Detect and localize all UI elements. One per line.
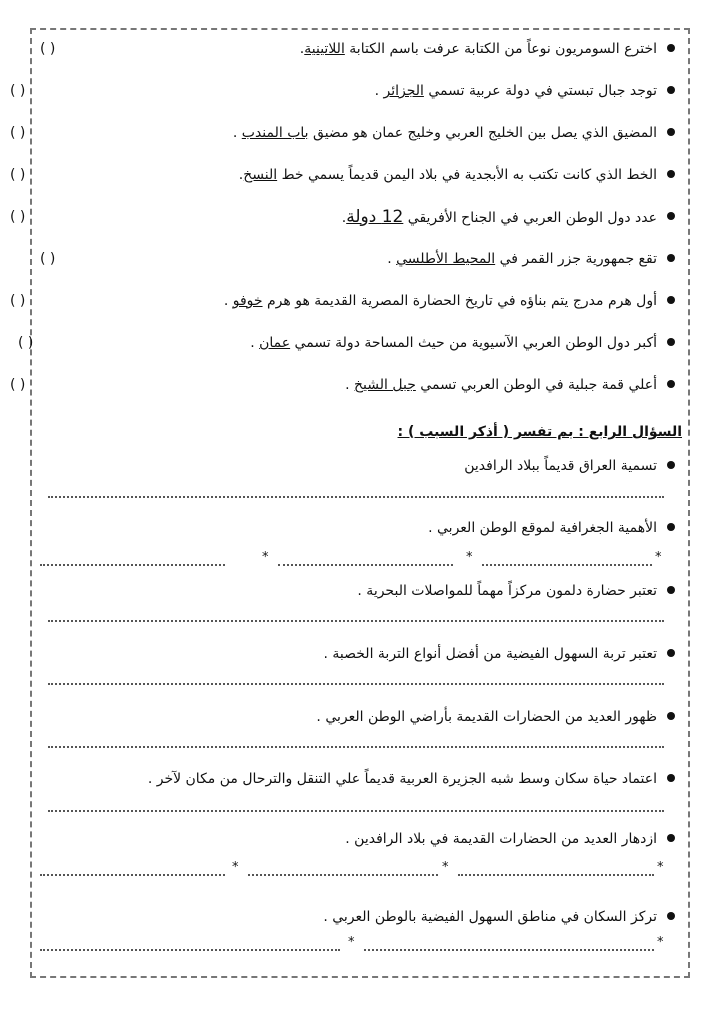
- statement-9: [10, 374, 675, 404]
- reason-text: تركز السكان في مناطق السهول الفيضية بالوطن العربي .: [323, 909, 657, 925]
- statement-3: [10, 122, 675, 152]
- answer-parentheses[interactable]: ( ): [40, 41, 56, 57]
- star-marker: *: [262, 550, 269, 565]
- answer-line-three-parts[interactable]: [40, 552, 670, 572]
- bullet-icon: [667, 461, 675, 469]
- statement-6: [40, 248, 675, 278]
- star-marker: *: [466, 550, 473, 565]
- reason-6: [40, 768, 675, 798]
- answer-line[interactable]: [48, 494, 664, 498]
- bullet-icon: [667, 212, 675, 220]
- reason-text: الأهمية الجغرافية لموقع الوطن العربي .: [428, 520, 657, 536]
- answer-parentheses[interactable]: ( ): [10, 125, 26, 141]
- statement-text: أكبر دول الوطن العربي الآسيوية من حيث المساحة دولة تسمي عمان .: [250, 335, 657, 351]
- star-marker: *: [657, 935, 664, 950]
- bullet-icon: [667, 296, 675, 304]
- star-marker: *: [442, 860, 449, 875]
- bullet-icon: [667, 170, 675, 178]
- answer-parentheses[interactable]: ( ): [10, 209, 26, 225]
- bullet-icon: [667, 44, 675, 52]
- statement-text: أول هرم مدرج يتم بناؤه في تاريخ الحضارة المصرية القديمة هو هرم خوفو .: [223, 293, 657, 309]
- answer-parentheses[interactable]: ( ): [40, 251, 56, 267]
- answer-line[interactable]: [48, 808, 664, 812]
- bullet-icon: [667, 834, 675, 842]
- statement-5: [10, 206, 675, 236]
- statement-1: [40, 38, 675, 68]
- reason-2: [40, 517, 675, 547]
- statement-text: المضيق الذي يصل بين الخليج العربي وخليج عمان هو مضيق باب المندب .: [232, 125, 657, 141]
- answer-parentheses[interactable]: ( ): [10, 377, 26, 393]
- bullet-icon: [667, 86, 675, 94]
- answer-line-two-parts[interactable]: [40, 937, 670, 957]
- answer-line[interactable]: [48, 681, 664, 685]
- statement-4: [10, 164, 675, 194]
- reason-text: ظهور العديد من الحضارات القديمة بأراضي الوطن العربي .: [316, 709, 657, 725]
- star-marker: *: [232, 860, 239, 875]
- statement-text: الخط الذي كانت تكتب به الأبجدية في بلاد اليمن قديماً يسمي خط النسخ.: [238, 167, 657, 183]
- star-marker: *: [348, 935, 355, 950]
- bullet-icon: [667, 912, 675, 920]
- bullet-icon: [667, 380, 675, 388]
- statement-7: [10, 290, 675, 320]
- answer-parentheses[interactable]: ( ): [10, 83, 26, 99]
- section-heading: السؤال الرابع : بم تفسر ( أذكر السبب ) :: [397, 424, 682, 440]
- bullet-icon: [667, 254, 675, 262]
- bullet-icon: [667, 649, 675, 657]
- reason-text: تعتبر تربة السهول الفيضية من أفضل أنواع التربة الخصبة .: [323, 646, 657, 662]
- reason-4: [40, 643, 675, 673]
- answer-parentheses[interactable]: ( ): [18, 335, 34, 351]
- statement-text: توجد جبال تبستي في دولة عربية تسمي الجزائر .: [374, 83, 657, 99]
- answer-parentheses[interactable]: ( ): [10, 293, 26, 309]
- answer-line[interactable]: [48, 744, 664, 748]
- answer-line-three-parts[interactable]: [40, 862, 670, 882]
- bullet-icon: [667, 128, 675, 136]
- reason-text: تسمية العراق قديماً ببلاد الرافدين: [464, 458, 657, 474]
- statement-text: اخترع السومريون نوعاً من الكتابة عرفت باسم الكتابة اللاتينية.: [299, 41, 657, 57]
- statement-text: تقع جمهورية جزر القمر في المحيط الأطلسي .: [387, 251, 657, 267]
- bullet-icon: [667, 523, 675, 531]
- reason-text: تعتبر حضارة دلمون مركزاً مهماً للمواصلات البحرية .: [357, 583, 657, 599]
- statement-text: أعلي قمة جبلية في الوطن العربي تسمي جبل الشيخ .: [345, 377, 657, 393]
- bullet-icon: [667, 586, 675, 594]
- bullet-icon: [667, 712, 675, 720]
- answer-parentheses[interactable]: ( ): [10, 167, 26, 183]
- reason-3: [40, 580, 675, 610]
- statement-2: [10, 80, 675, 110]
- statement-8: [18, 332, 675, 362]
- bullet-icon: [667, 774, 675, 782]
- reason-7: [40, 828, 675, 858]
- bullet-icon: [667, 338, 675, 346]
- reason-1: [40, 455, 675, 485]
- reason-8: [40, 906, 675, 936]
- statement-text: عدد دول الوطن العربي في الجناح الأفريقي 12 دولة.: [341, 207, 657, 227]
- reason-text: ازدهار العديد من الحضارات القديمة في بلاد الرافدين .: [345, 831, 657, 847]
- star-marker: *: [655, 550, 662, 565]
- reason-5: [40, 706, 675, 736]
- answer-line[interactable]: [48, 618, 664, 622]
- reason-text: اعتماد حياة سكان وسط شبه الجزيرة العربية قديماً علي التنقل والترحال من مكان لآخر .: [147, 771, 657, 787]
- star-marker: *: [657, 860, 664, 875]
